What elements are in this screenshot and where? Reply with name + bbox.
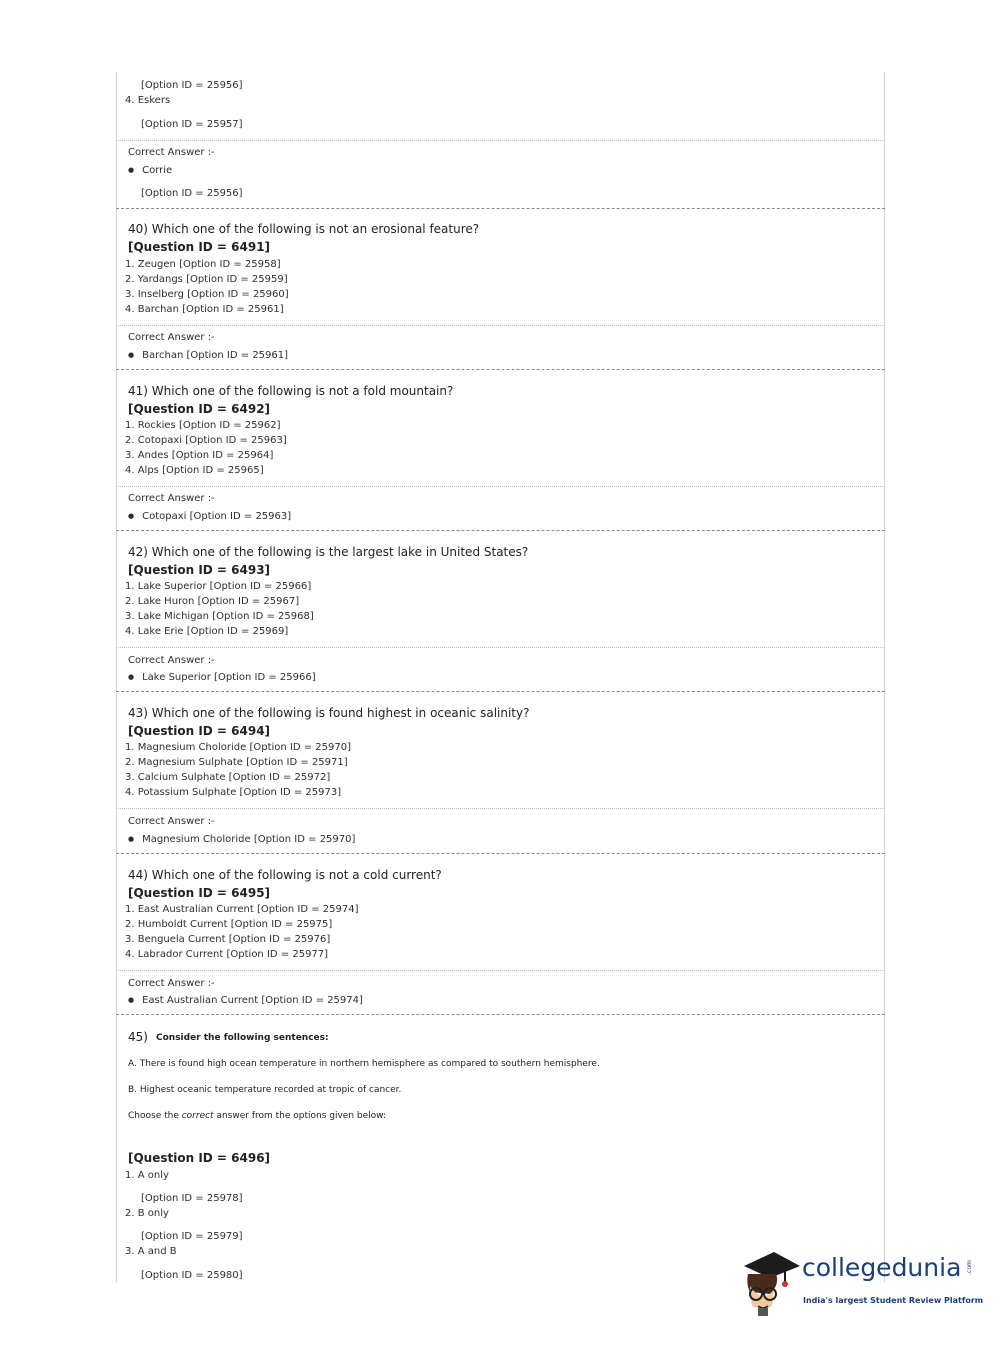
q45-sentence-a: A. There is found high ocean temperature in northern hemisphere as compared to southern hemisphere. [128, 1059, 600, 1069]
q45-sentence-b: B. Highest oceanic temperature recorded at tropic of cancer. [128, 1085, 402, 1095]
q45-option-1: 1. A only [125, 1170, 169, 1181]
q41-correct-answer: ● Cotopaxi [Option ID = 25963] [128, 510, 291, 524]
question-separator [116, 208, 885, 209]
q39-option4-id: [Option ID = 25957] [141, 119, 243, 130]
divider [116, 140, 885, 141]
logo-com: .com [965, 1260, 973, 1275]
q41-option-4: 4. Alps [Option ID = 25965] [125, 465, 264, 476]
q40-option-4: 4. Barchan [Option ID = 25961] [125, 304, 284, 315]
q42-title: 42) Which one of the following is the largest lake in United States? [128, 545, 529, 559]
q39-option4: 4. Eskers [125, 95, 171, 106]
q41-option-3: 3. Andes [Option ID = 25964] [125, 450, 274, 461]
question-separator [116, 691, 885, 692]
q40-question-id: [Question ID = 6491] [128, 240, 271, 254]
q45-instruction [128, 1110, 386, 1122]
q40-correct-label: Correct Answer :- [128, 332, 215, 343]
q39-option3-id: [Option ID = 25956] [141, 80, 243, 91]
student-mascot-icon [740, 1248, 802, 1318]
q45-option-2: 2. B only [125, 1208, 169, 1219]
logo-wordmark: collegedunia [802, 1253, 962, 1282]
q44-question-id: [Question ID = 6495] [128, 886, 271, 900]
q44-title: 44) Which one of the following is not a cold current? [128, 868, 442, 882]
q42-option-3: 3. Lake Michigan [Option ID = 25968] [125, 611, 314, 622]
q41-correct-label: Correct Answer :- [128, 493, 215, 504]
q45-instruction-post: answer from the options given below: [213, 1111, 387, 1121]
q43-correct-label: Correct Answer :- [128, 816, 215, 827]
q42-correct-label: Correct Answer :- [128, 655, 215, 666]
q45-number: 45) [128, 1030, 148, 1044]
q44-option-3: 3. Benguela Current [Option ID = 25976] [125, 934, 331, 945]
question-separator [116, 369, 885, 370]
q40-option-2: 2. Yardangs [Option ID = 25959] [125, 274, 288, 285]
q41-title: 41) Which one of the following is not a fold mountain? [128, 384, 454, 398]
q45-heading: Consider the following sentences: [156, 1033, 329, 1043]
question-separator [116, 853, 885, 854]
q39-correct-label: Correct Answer :- [128, 147, 215, 158]
q39-correct-id: [Option ID = 25956] [141, 188, 243, 199]
q43-option-3: 3. Calcium Sulphate [Option ID = 25972] [125, 772, 331, 783]
q40-correct-answer: ● Barchan [Option ID = 25961] [128, 349, 288, 363]
q44-correct-answer: ● East Australian Current [Option ID = 25974] [128, 994, 363, 1008]
q42-option-2: 2. Lake Huron [Option ID = 25967] [125, 596, 300, 607]
q44-correct-label: Correct Answer :- [128, 978, 215, 989]
q41-option-2: 2. Cotopaxi [Option ID = 25963] [125, 435, 287, 446]
q45-instruction-em: correct [181, 1111, 214, 1121]
q45-option-2-id: [Option ID = 25979] [141, 1231, 243, 1242]
question-separator [116, 1014, 885, 1015]
q44-option-1: 1. East Australian Current [Option ID = 25974] [125, 904, 359, 915]
q43-correct-answer: ● Magnesium Choloride [Option ID = 25970] [128, 833, 355, 847]
q43-question-id: [Question ID = 6494] [128, 724, 271, 738]
divider [116, 325, 885, 326]
collegedunia-logo [740, 1248, 984, 1318]
q44-option-4: 4. Labrador Current [Option ID = 25977] [125, 949, 329, 960]
divider [116, 808, 885, 809]
q44-option-2: 2. Humboldt Current [Option ID = 25975] [125, 919, 333, 930]
q42-question-id: [Question ID = 6493] [128, 563, 271, 577]
q45-option-3: 3. A and B [125, 1246, 177, 1257]
q41-option-1: 1. Rockies [Option ID = 25962] [125, 420, 281, 431]
q42-option-1: 1. Lake Superior [Option ID = 25966] [125, 581, 312, 592]
q43-title: 43) Which one of the following is found highest in oceanic salinity? [128, 706, 530, 720]
right-border [884, 72, 885, 1282]
q43-option-2: 2. Magnesium Sulphate [Option ID = 25971] [125, 757, 348, 768]
question-separator [116, 530, 885, 531]
q43-option-4: 4. Potassium Sulphate [Option ID = 25973] [125, 787, 342, 798]
q45-question-id: [Question ID = 6496] [128, 1151, 271, 1165]
divider [116, 970, 885, 971]
q41-question-id: [Question ID = 6492] [128, 402, 271, 416]
logo-tagline: India's largest Student Review Platform [803, 1296, 984, 1305]
q45-instruction-pre: Choose the [128, 1111, 182, 1121]
divider [116, 486, 885, 487]
q45-option-1-id: [Option ID = 25978] [141, 1193, 243, 1204]
q40-option-1: 1. Zeugen [Option ID = 25958] [125, 259, 281, 270]
q43-option-1: 1. Magnesium Choloride [Option ID = 25970] [125, 742, 352, 753]
q40-option-3: 3. Inselberg [Option ID = 25960] [125, 289, 289, 300]
q39-correct-answer: ● Corrie [128, 164, 172, 178]
q45-option-3-id: [Option ID = 25980] [141, 1270, 243, 1281]
divider [116, 647, 885, 648]
q42-option-4: 4. Lake Erie [Option ID = 25969] [125, 626, 289, 637]
left-border [116, 72, 117, 1282]
q42-correct-answer: ● Lake Superior [Option ID = 25966] [128, 671, 316, 685]
q40-title: 40) Which one of the following is not an erosional feature? [128, 222, 480, 236]
